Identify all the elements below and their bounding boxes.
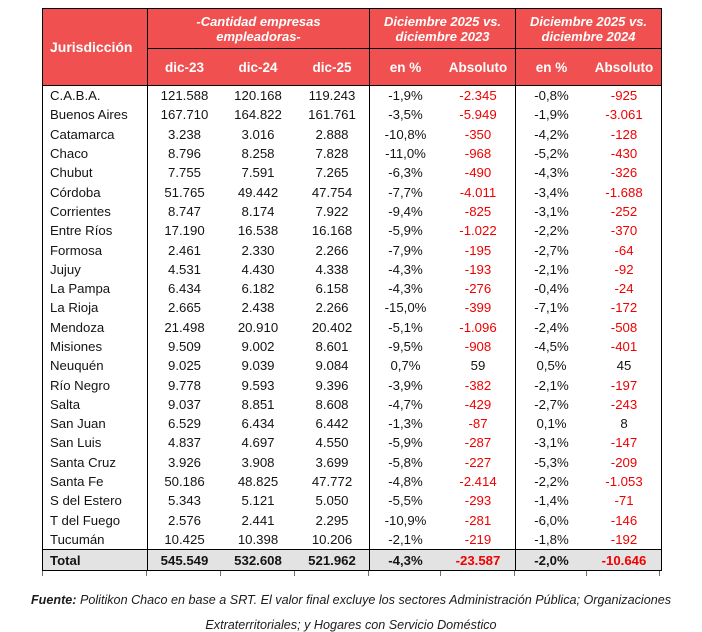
dic-23-value: 51.765 (147, 182, 221, 201)
abs-vs-2024-value: 8 (620, 416, 628, 432)
jurisdiction-name: Tucumán (50, 531, 105, 547)
jurisdiction-name: S del Estero (50, 493, 122, 509)
col-header-pct-2023: en % (369, 49, 441, 86)
abs-vs-2023-value: -399 (464, 300, 492, 316)
abs-vs-2024-value: -10.646 (587, 549, 661, 570)
dic-24-value: 8.851 (241, 396, 275, 412)
dic-24-value: 16.538 (237, 223, 279, 239)
dic-25-value: 2.888 (315, 126, 349, 142)
pct-vs-2024-value: -2,7% (515, 395, 587, 414)
jurisdiction-name: San Juan (50, 416, 106, 432)
jurisdiction-name: Formosa (50, 242, 103, 258)
dic-23-value: 10.425 (147, 530, 221, 549)
abs-vs-2023-value: -227 (464, 454, 492, 470)
dic-23-value: 4.837 (147, 433, 221, 452)
pct-vs-2023-value: -11,0% (369, 144, 441, 163)
dic-24-value: 9.039 (241, 358, 275, 374)
dic-25-value: 5.050 (315, 493, 349, 509)
dic-25-value: 7.828 (315, 146, 349, 162)
col-header-abs-2024: Absoluto (587, 49, 661, 86)
pct-vs-2023-value: -9,4% (369, 202, 441, 221)
pct-vs-2024-value: -4,3% (515, 163, 587, 182)
abs-vs-2024-value: 45 (616, 358, 632, 374)
pct-vs-2024-value: -2,2% (515, 472, 587, 491)
dic-24-value: 10.398 (237, 531, 279, 547)
col-group-vs-2024: Diciembre 2025 vs. diciembre 2024 (515, 9, 661, 49)
abs-vs-2024-value: -1.053 (605, 474, 643, 490)
jurisdiction-name: La Rioja (50, 300, 99, 316)
dic-25-value: 521.962 (295, 549, 369, 570)
pct-vs-2023-value: -1,9% (369, 86, 441, 105)
pct-vs-2024-value: -2,2% (515, 221, 587, 240)
dic-23-value: 3.238 (147, 125, 221, 144)
jurisdiction-name: Río Negro (50, 377, 111, 393)
abs-vs-2023-value: -195 (464, 242, 492, 258)
abs-vs-2024-value: -508 (610, 319, 638, 335)
dic-24-value: 8.258 (241, 146, 275, 162)
abs-vs-2024-value: -64 (614, 242, 634, 258)
dic-24-value: 7.591 (241, 165, 275, 181)
dic-24-value: 4.430 (241, 261, 275, 277)
table-bottom-ticks (42, 571, 660, 576)
col-header-dic-25: dic-25 (295, 49, 369, 86)
abs-vs-2023-value: -350 (464, 126, 492, 142)
pct-vs-2023-value: -1,3% (369, 414, 441, 433)
source-text: Politikon Chaco en base a SRT. El valor final excluye los sectores Administración Pública; Organizaciones (79, 593, 672, 607)
abs-vs-2024-value: -326 (610, 165, 638, 181)
dic-23-value: 50.186 (147, 472, 221, 491)
dic-23-value: 8.747 (147, 202, 221, 221)
abs-vs-2024-value: -1.688 (605, 184, 643, 200)
pct-vs-2024-value: -0,4% (515, 279, 587, 298)
jurisdiction-name: San Luis (50, 435, 102, 451)
dic-23-value: 545.549 (147, 549, 221, 570)
abs-vs-2024-value: -24 (614, 281, 634, 297)
dic-23-value: 9.509 (147, 337, 221, 356)
pct-vs-2024-value: -0,8% (515, 86, 587, 105)
dic-23-value: 6.434 (147, 279, 221, 298)
pct-vs-2023-value: -4,3% (369, 279, 441, 298)
pct-vs-2023-value: -4,3% (369, 260, 441, 279)
abs-vs-2023-value: -429 (464, 396, 492, 412)
dic-23-value: 2.461 (147, 240, 221, 259)
pct-vs-2023-value: -7,9% (369, 240, 441, 259)
dic-25-value: 7.922 (315, 203, 349, 219)
pct-vs-2024-value: -4,5% (515, 337, 587, 356)
abs-vs-2023-value: -23.587 (441, 549, 515, 570)
dic-24-value: 2.441 (241, 512, 275, 528)
dic-24-value: 3.908 (241, 454, 275, 470)
dic-23-value: 4.531 (147, 260, 221, 279)
dic-25-value: 7.265 (315, 165, 349, 181)
dic-24-value: 20.910 (237, 319, 279, 335)
abs-vs-2023-value: -825 (464, 203, 492, 219)
dic-25-value: 20.402 (311, 319, 353, 335)
dic-25-value: 6.442 (315, 416, 349, 432)
pct-vs-2024-value: -3,1% (515, 202, 587, 221)
dic-25-value: 8.601 (315, 339, 349, 354)
abs-vs-2024-value: -146 (610, 512, 638, 528)
pct-vs-2023-value: -4,7% (369, 395, 441, 414)
abs-vs-2023-value: -490 (464, 165, 492, 181)
pct-vs-2023-value: -5,5% (369, 491, 441, 510)
col-group-cantidad-empresas: -Cantidad empresas empleadoras- (147, 9, 369, 49)
jurisdiction-name: Neuquén (50, 358, 104, 374)
jurisdiction-name: Jujuy (50, 261, 81, 277)
abs-vs-2024-value: -370 (610, 223, 638, 239)
dic-25-value: 4.550 (315, 435, 349, 451)
dic-24-value: 48.825 (237, 474, 279, 490)
dic-24-value: 49.442 (237, 184, 279, 200)
pct-vs-2023-value: -10,8% (369, 125, 441, 144)
dic-25-value: 47.772 (311, 474, 353, 490)
pct-vs-2024-value: -1,9% (515, 105, 587, 124)
dic-24-value: 532.608 (221, 549, 295, 570)
abs-vs-2024-value: -192 (610, 531, 638, 547)
abs-vs-2023-value: -4.011 (459, 184, 497, 200)
pct-vs-2024-value: -1,8% (515, 530, 587, 549)
col-header-dic-23: dic-23 (147, 49, 221, 86)
col-group-vs-2023: Diciembre 2025 vs. diciembre 2023 (369, 9, 515, 49)
abs-vs-2024-value: -252 (610, 203, 638, 219)
jurisdiction-name: Salta (50, 396, 81, 412)
pct-vs-2024-value: -5,3% (515, 453, 587, 472)
abs-vs-2024-value: -925 (610, 88, 638, 104)
abs-vs-2024-value: -430 (610, 146, 638, 162)
dic-25-value: 9.396 (315, 377, 349, 393)
dic-23-value: 2.576 (147, 511, 221, 530)
abs-vs-2024-value: -71 (614, 493, 634, 509)
abs-vs-2023-value: -382 (464, 377, 492, 393)
abs-vs-2023-value: -2.414 (459, 474, 497, 490)
employers-table (42, 8, 662, 571)
dic-25-value: 6.158 (315, 281, 349, 297)
pct-vs-2023-value: -6,3% (369, 163, 441, 182)
abs-vs-2023-value: -193 (464, 261, 492, 277)
pct-vs-2023-value: -3,5% (369, 105, 441, 124)
dic-23-value: 9.037 (147, 395, 221, 414)
dic-24-value: 6.182 (241, 281, 275, 297)
jurisdiction-name: Santa Cruz (50, 454, 116, 470)
jurisdiction-name: La Pampa (50, 281, 111, 297)
dic-25-value: 2.266 (315, 242, 349, 258)
dic-25-value: 16.168 (311, 223, 353, 239)
jurisdiction-name: Córdoba (50, 184, 101, 200)
abs-vs-2023-value: -281 (464, 512, 492, 528)
dic-23-value: 3.926 (147, 453, 221, 472)
abs-vs-2023-value: -1.022 (459, 223, 497, 239)
pct-vs-2023-value: -5,9% (369, 221, 441, 240)
abs-vs-2024-value: -128 (610, 126, 638, 142)
dic-25-value: 2.266 (315, 300, 349, 316)
abs-vs-2024-value: -197 (610, 377, 638, 393)
pct-vs-2023-value: -9,5% (369, 337, 441, 356)
source-note-line-1 (0, 588, 702, 613)
col-header-dic-24: dic-24 (221, 49, 295, 86)
jurisdiction-name: Mendoza (50, 319, 105, 335)
abs-vs-2023-value: -293 (464, 493, 492, 509)
dic-24-value: 9.002 (241, 339, 275, 354)
dic-24-value: 9.593 (241, 377, 275, 393)
jurisdiction-name: T del Fuego (50, 512, 121, 528)
pct-vs-2023-value: -4,3% (369, 549, 441, 570)
pct-vs-2023-value: -15,0% (369, 298, 441, 317)
dic-24-value: 6.434 (241, 416, 275, 432)
pct-vs-2024-value: -6,0% (515, 511, 587, 530)
abs-vs-2023-value: -87 (468, 416, 488, 432)
abs-vs-2023-value: -968 (464, 146, 492, 162)
pct-vs-2024-value: -2,0% (515, 549, 587, 570)
pct-vs-2024-value: -4,2% (515, 125, 587, 144)
dic-24-value: 164.822 (234, 107, 282, 123)
abs-vs-2024-value: -401 (610, 339, 638, 354)
source-note-line-2: Extraterritoriales; y Hogares con Servicio Doméstico (205, 618, 497, 632)
pct-vs-2024-value: -1,4% (515, 491, 587, 510)
abs-vs-2024-value: -92 (614, 261, 634, 277)
pct-vs-2024-value: -2,1% (515, 260, 587, 279)
dic-25-value: 161.761 (308, 107, 356, 123)
abs-vs-2024-value: -3.061 (605, 107, 643, 123)
jurisdiction-name: Misiones (50, 339, 103, 354)
pct-vs-2023-value: -4,8% (369, 472, 441, 491)
dic-24-value: 4.697 (241, 435, 275, 451)
abs-vs-2023-value: -287 (464, 435, 492, 451)
pct-vs-2023-value: -2,1% (369, 530, 441, 549)
pct-vs-2024-value: -2,1% (515, 375, 587, 394)
dic-25-value: 47.754 (311, 184, 353, 200)
dic-23-value: 2.665 (147, 298, 221, 317)
jurisdiction-name: Buenos Aires (50, 107, 128, 123)
pct-vs-2024-value: -3,4% (515, 182, 587, 201)
dic-23-value: 8.796 (147, 144, 221, 163)
pct-vs-2024-value: 0,1% (515, 414, 587, 433)
dic-24-value: 120.168 (234, 88, 282, 104)
dic-23-value: 121.588 (147, 86, 221, 105)
pct-vs-2023-value: 0,7% (369, 356, 441, 375)
dic-23-value: 21.498 (147, 318, 221, 337)
jurisdiction-name: C.A.B.A. (50, 88, 101, 104)
abs-vs-2023-value: -219 (464, 531, 492, 547)
jurisdiction-name: Santa Fe (50, 474, 104, 490)
dic-23-value: 7.755 (147, 163, 221, 182)
dic-24-value: 2.438 (241, 300, 275, 316)
abs-vs-2023-value: 59 (470, 358, 486, 374)
dic-24-value: 5.121 (241, 493, 275, 509)
dic-23-value: 9.025 (147, 356, 221, 375)
dic-23-value: 6.529 (147, 414, 221, 433)
jurisdiction-name: Total (43, 549, 147, 570)
col-header-jurisdiccion: Jurisdicción (43, 9, 147, 86)
dic-24-value: 8.174 (241, 203, 275, 219)
pct-vs-2024-value: 0,5% (515, 356, 587, 375)
abs-vs-2023-value: -908 (464, 339, 492, 354)
jurisdiction-name: Corrientes (50, 203, 111, 219)
pct-vs-2024-value: -5,2% (515, 144, 587, 163)
abs-vs-2023-value: -276 (464, 281, 492, 297)
jurisdiction-name: Chaco (50, 146, 89, 162)
col-header-abs-2023: Absoluto (441, 49, 515, 86)
dic-24-value: 3.016 (241, 126, 275, 142)
dic-25-value: 2.295 (315, 512, 349, 528)
pct-vs-2023-value: -5,9% (369, 433, 441, 452)
dic-23-value: 9.778 (147, 375, 221, 394)
source-label: Fuente: (30, 593, 77, 607)
dic-23-value: 167.710 (147, 105, 221, 124)
dic-23-value: 5.343 (147, 491, 221, 510)
abs-vs-2023-value: -1.096 (459, 319, 497, 335)
abs-vs-2024-value: -243 (610, 396, 638, 412)
pct-vs-2024-value: -7,1% (515, 298, 587, 317)
pct-vs-2023-value: -3,9% (369, 375, 441, 394)
jurisdiction-name: Entre Ríos (50, 223, 113, 239)
col-header-pct-2024: en % (515, 49, 587, 86)
abs-vs-2024-value: -209 (610, 454, 638, 470)
dic-25-value: 119.243 (308, 88, 356, 104)
jurisdiction-name: Catamarca (50, 126, 115, 142)
dic-25-value: 3.699 (315, 454, 349, 470)
pct-vs-2024-value: -2,4% (515, 318, 587, 337)
pct-vs-2023-value: -10,9% (369, 511, 441, 530)
dic-25-value: 4.338 (315, 261, 349, 277)
pct-vs-2023-value: -5,8% (369, 453, 441, 472)
pct-vs-2024-value: -3,1% (515, 433, 587, 452)
jurisdiction-name: Chubut (50, 165, 93, 181)
pct-vs-2023-value: -5,1% (369, 318, 441, 337)
pct-vs-2024-value: -2,7% (515, 240, 587, 259)
dic-23-value: 17.190 (147, 221, 221, 240)
pct-vs-2023-value: -7,7% (369, 182, 441, 201)
dic-25-value: 9.084 (315, 358, 349, 374)
dic-25-value: 8.608 (315, 396, 349, 412)
source-note (0, 588, 702, 632)
abs-vs-2023-value: -5.949 (459, 107, 497, 123)
dic-25-value: 10.206 (311, 531, 353, 547)
abs-vs-2024-value: -172 (610, 300, 638, 316)
abs-vs-2023-value: -2.345 (459, 88, 497, 104)
abs-vs-2024-value: -147 (610, 435, 638, 451)
dic-24-value: 2.330 (241, 242, 275, 258)
